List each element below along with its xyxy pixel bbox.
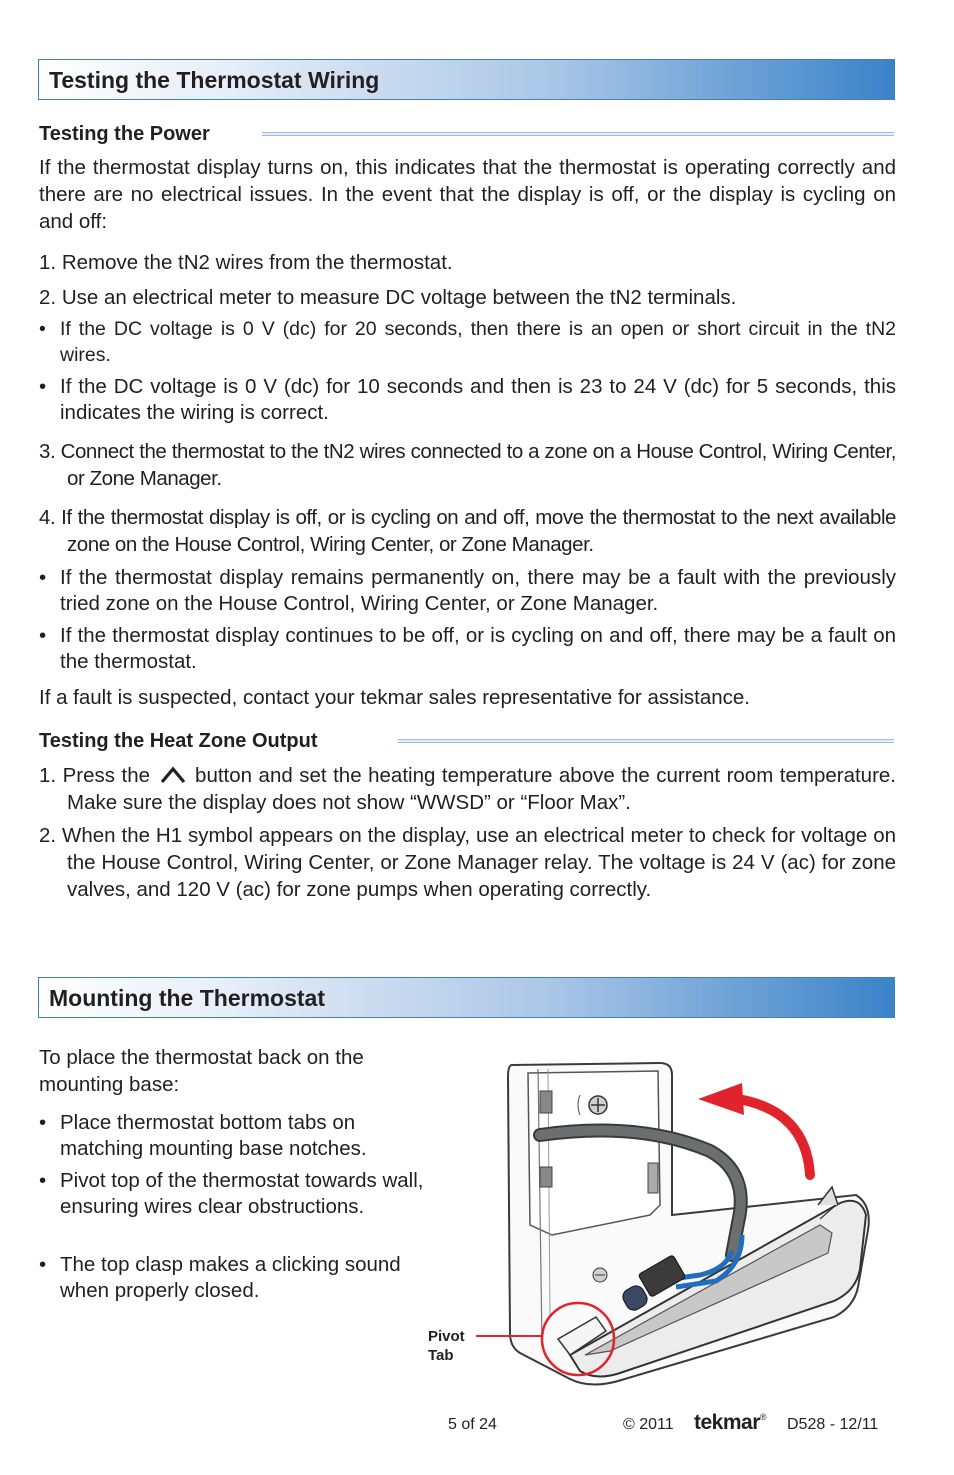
bullet-text: If the DC voltage is 0 V (dc) for 10 seconds and then is 23 to 24 V (dc) for 5 seconds, this indicates the wiring is correct. [60, 375, 896, 424]
step4-bullet-1 [39, 565, 896, 617]
bullet-dot: • [39, 1253, 47, 1276]
bullet-text: If the thermostat display continues to be off, or is cycling on and off, there may be a fault on the thermostat. [60, 624, 896, 673]
step-text: button and set the heating temperature above the current room temperature. Make sure the display does not show “WWSD” or “Floor Max”. [67, 764, 897, 814]
bullet-dot: • [39, 375, 47, 398]
page-number: 5 of 24 [448, 1416, 497, 1433]
section-title: Testing the Thermostat Wiring [49, 67, 380, 93]
power-step-1 [39, 249, 896, 276]
subheading-testing-power: Testing the Power [39, 123, 210, 145]
bullet-dot: • [39, 318, 46, 340]
bullet-dot: • [39, 566, 47, 589]
document-id: D528 - 12/11 [787, 1416, 879, 1433]
copyright: © 2011 [623, 1416, 674, 1433]
registered-mark: ® [759, 1412, 767, 1422]
thermostat-mounting-illustration [420, 1055, 880, 1395]
step-number: 1. [39, 251, 57, 274]
subheading-heat-zone: Testing the Heat Zone Output [39, 730, 318, 752]
step2-bullet-1 [39, 316, 896, 368]
brand-name: tekmar [694, 1411, 760, 1434]
section-banner-wiring [38, 59, 895, 100]
section-title: Mounting the Thermostat [49, 985, 325, 1011]
subheading-rule [262, 132, 894, 136]
mounting-bullet-3 [39, 1252, 429, 1304]
pivot-tab-callout: Pivot Tab [428, 1328, 465, 1364]
bullet-text: If the DC voltage is 0 V (dc) for 20 seconds, then there is an open or short circuit in the tN2 wires. [60, 318, 896, 366]
bullet-dot: • [39, 1111, 47, 1134]
mounting-intro: To place the thermostat back on the mounting base: [39, 1046, 364, 1096]
power-step-4: 4. If the thermostat display is off, or is cycling on and off, move the thermostat to the next available zone on the House Control, Wiring Center, or Zone Manager. [39, 506, 896, 556]
curved-arrow-icon [738, 1099, 810, 1175]
step4-bullet-2 [39, 623, 896, 675]
section-banner-mounting [38, 977, 895, 1018]
up-caret-icon [160, 766, 186, 784]
step-text: Remove the tN2 wires from the thermostat. [61, 251, 453, 274]
power-closing: If a fault is suspected, contact your tekmar sales representative for assistance. [39, 686, 751, 709]
subheading-rule [398, 739, 894, 743]
bullet-text: Pivot top of the thermostat towards wall, ensuring wires clear obstructions. [60, 1169, 424, 1218]
power-step-3: 3. Connect the thermostat to the tN2 wires connected to a zone on a House Control, Wiring Center, or Zone Manager. [39, 440, 896, 490]
mounting-bullet-1 [39, 1110, 429, 1162]
bullet-text: If the thermostat display remains permanently on, there may be a fault with the previously tried zone on the House Control, Wiring Center, or Zone Manager. [60, 566, 896, 615]
bullet-dot: • [39, 1169, 47, 1192]
bullet-dot: • [39, 624, 47, 647]
power-step-2 [39, 284, 896, 311]
step2-bullet-2 [39, 374, 896, 426]
step-text: Use an electrical meter to measure DC voltage between the tN2 terminals. [61, 286, 737, 309]
heat-step-1 [39, 762, 896, 816]
heat-step-2: 2. When the H1 symbol appears on the display, use an electrical meter to check for voltage on the House Control, Wiring Center, or Zone Manager relay. The voltage is 24 V (ac) for zone valves, and 120 V (ac) for zone pumps when operating correctly. [39, 824, 896, 901]
power-intro: If the thermostat display turns on, this indicates that the thermostat is operating correctly and there are no electrical issues. In the event that the display is off, or the display is cycling on and off: [39, 156, 896, 233]
step-text: 1. Press the [39, 764, 151, 787]
brand-logo [694, 1411, 767, 1435]
step-number: 2. [39, 286, 57, 309]
bullet-text: Place thermostat bottom tabs on matching mounting base notches. [60, 1111, 367, 1160]
mounting-bullet-2 [39, 1168, 429, 1220]
bullet-text: The top clasp makes a clicking sound when properly closed. [60, 1253, 401, 1302]
